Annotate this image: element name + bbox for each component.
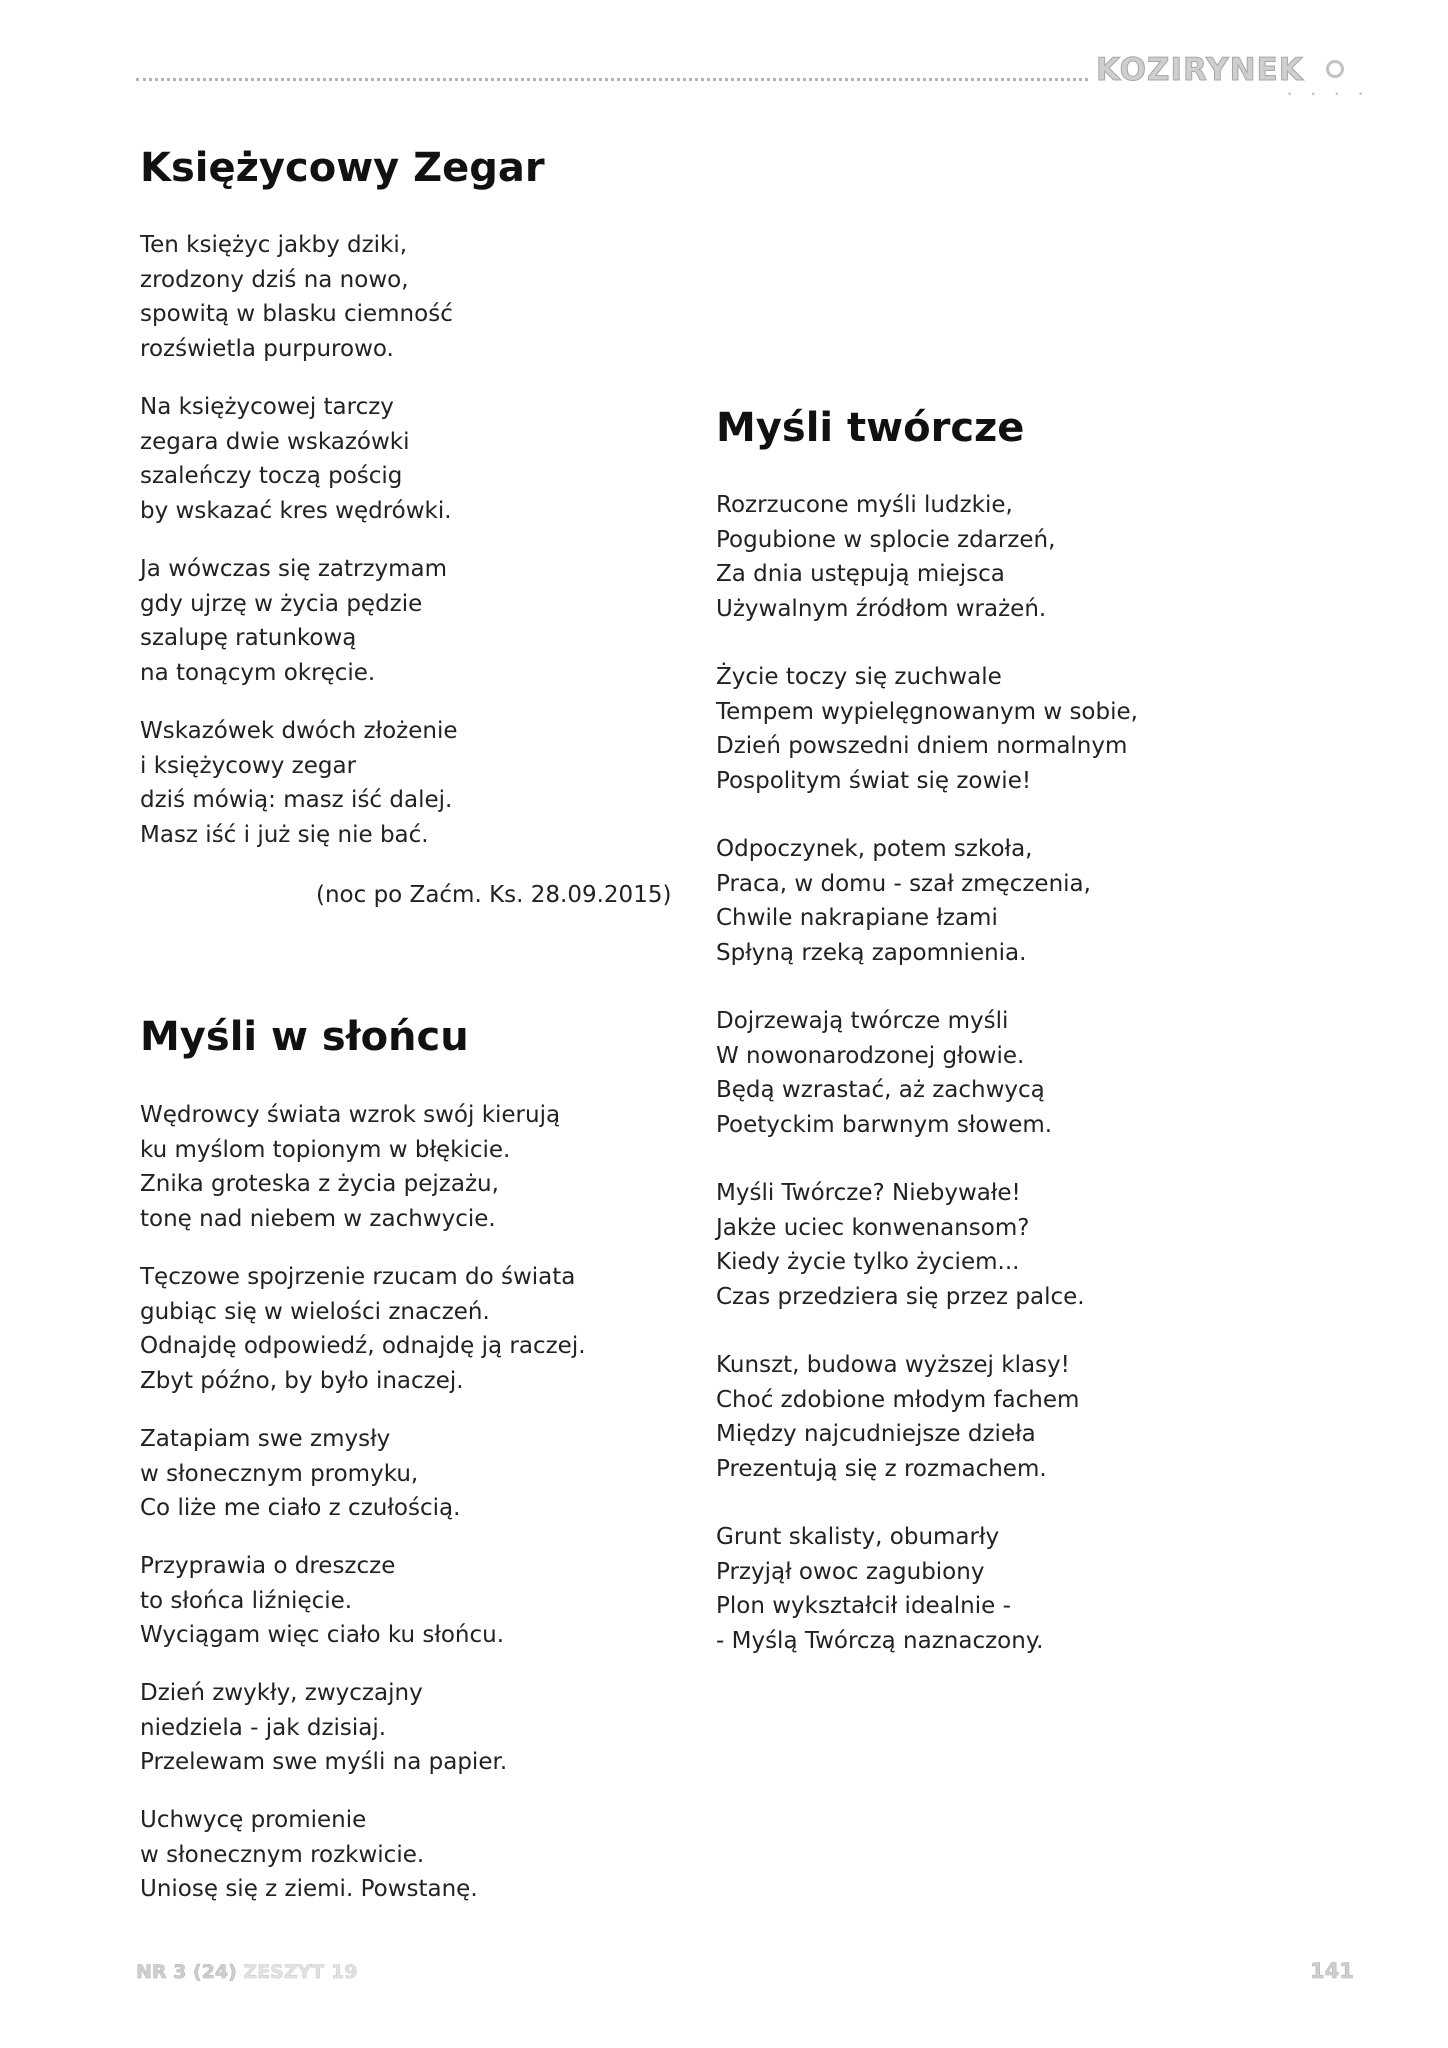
verse-line: gubiąc się w wielości znaczeń.: [140, 1298, 490, 1325]
verse-line: Wskazówek dwóch złożenie: [140, 718, 458, 744]
verse-line: rozświetla purpurowo.: [140, 335, 394, 362]
verse-line: Dzień zwykły, zwyczajny: [140, 1680, 423, 1706]
stanza: [140, 228, 453, 366]
verse-line: szaleńczy toczą pościg: [140, 463, 403, 489]
page-number: 141: [1310, 1959, 1354, 1983]
header-divider: [136, 78, 1088, 81]
poem-title-ksiezycowy-zegar: Księżycowy Zegar: [140, 145, 545, 191]
verse-line: Odnajdę odpowiedź, odnajdę ją raczej.: [140, 1333, 586, 1359]
verse-line: Zbyt późno, by było inaczej.: [140, 1367, 464, 1394]
verse-line: Ten księżyc jakby dziki,: [140, 232, 408, 258]
verse-line: Praca, w domu - szał zmęczenia,: [716, 870, 1091, 897]
verse-line: Rozrzucone myśli ludzkie,: [716, 492, 1013, 518]
verse-line: to słońca liźnięcie.: [140, 1587, 353, 1614]
verse-line: w słonecznym rozkwicie.: [140, 1841, 425, 1868]
verse-line: Używalnym źródłom wrażeń.: [716, 595, 1047, 622]
stanza: [716, 1348, 1079, 1486]
stanza: [140, 1676, 507, 1780]
footer-issue: [136, 1961, 357, 1983]
stanza: [140, 1098, 560, 1236]
verse-line: tonę nad niebem w zachwycie.: [140, 1205, 496, 1232]
verse-line: szalupę ratunkową: [140, 625, 357, 651]
stanza: [140, 1422, 460, 1526]
verse-line: by wskazać kres wędrówki.: [140, 497, 452, 524]
issue-number: NR 3 (24): [136, 1961, 237, 1983]
verse-line: W nowonarodzonej głowie.: [716, 1042, 1025, 1069]
verse-line: Chwile nakrapiane łzami: [716, 905, 998, 931]
verse-line: w słonecznym promyku,: [140, 1460, 419, 1487]
verse-line: i księżycowy zegar: [140, 752, 357, 779]
verse-line: Wyciągam więc ciało ku słońcu.: [140, 1622, 505, 1648]
verse-line: dziś mówią: masz iść dalej.: [140, 787, 453, 813]
poem-date-note: (noc po Zaćm. Ks. 28.09.2015): [316, 882, 672, 908]
stanza: [716, 1004, 1052, 1142]
verse-line: Choć zdobione młodym fachem: [716, 1386, 1080, 1413]
verse-line: Kiedy życie tylko życiem...: [716, 1249, 1020, 1275]
verse-line: ku myślom topionym w błękicie.: [140, 1136, 511, 1163]
verse-line: Kunszt, budowa wyższej klasy!: [716, 1352, 1070, 1378]
verse-line: Będą wzrastać, aż zachwycą: [716, 1077, 1045, 1103]
verse-line: Przyjął owoc zagubiony: [716, 1558, 985, 1585]
verse-line: Co liże me ciało z czułością.: [140, 1495, 461, 1521]
verse-line: Pospolitym świat się zowie!: [716, 767, 1032, 794]
verse-line: - Myślą Twórczą naznaczony.: [716, 1627, 1044, 1654]
verse-line: Na księżycowej tarczy: [140, 394, 394, 420]
verse-line: Poetyckim barwnym słowem.: [716, 1111, 1053, 1138]
verse-line: Plon wykształcił idealnie -: [716, 1593, 1011, 1619]
verse-line: Czas przedziera się przez palce.: [716, 1283, 1085, 1310]
verse-line: Prezentują się z rozmachem.: [716, 1455, 1047, 1482]
verse-line: na tonącym okręcie.: [140, 659, 376, 686]
gear-icon: [1326, 60, 1344, 78]
stanza: [140, 552, 447, 690]
stanza: [140, 714, 458, 852]
verse-line: Pogubione w splocie zdarzeń,: [716, 526, 1056, 553]
verse-line: Między najcudniejsze dzieła: [716, 1421, 1036, 1447]
stanza: [716, 1520, 1043, 1658]
issue-volume: ZESZYT 19: [243, 1961, 358, 1983]
verse-line: Tęczowe spojrzenie rzucam do świata: [140, 1264, 576, 1290]
poem-title-mysli-tworcze: Myśli twórcze: [716, 405, 1025, 451]
verse-line: spowitą w blasku ciemność: [140, 301, 453, 327]
stanza: [716, 832, 1091, 970]
verse-line: Wędrowcy świata wzrok swój kierują: [140, 1102, 561, 1128]
verse-line: Zatapiam swe zmysły: [140, 1426, 391, 1452]
stanza: [140, 1803, 478, 1907]
stanza: [716, 1176, 1085, 1314]
verse-line: Grunt skalisty, obumarły: [716, 1524, 1000, 1550]
stanza: [140, 390, 452, 528]
verse-line: zegara dwie wskazówki: [140, 428, 410, 455]
verse-line: Odpoczynek, potem szkoła,: [716, 836, 1033, 862]
verse-line: Przyprawia o dreszcze: [140, 1553, 396, 1579]
magazine-logo: KOZIRYNEK: [1096, 52, 1304, 88]
stanza: [716, 488, 1055, 626]
verse-line: Masz iść i już się nie bać.: [140, 821, 429, 848]
verse-line: Uchwycę promienie: [140, 1807, 367, 1833]
verse-line: Uniosę się z ziemi. Powstanę.: [140, 1876, 478, 1902]
verse-line: Życie toczy się zuchwale: [716, 664, 1002, 690]
verse-line: zrodzony dziś na nowo,: [140, 266, 409, 293]
logo-dots: • • • •: [1288, 89, 1372, 99]
verse-line: niedziela - jak dzisiaj.: [140, 1714, 387, 1741]
poem-title-mysli-w-sloncu: Myśli w słońcu: [140, 1014, 469, 1060]
stanza: [140, 1549, 504, 1653]
verse-line: gdy ujrzę w życia pędzie: [140, 590, 423, 617]
verse-line: Za dnia ustępują miejsca: [716, 561, 1005, 587]
verse-line: Znika groteska z życia pejzażu,: [140, 1171, 499, 1197]
verse-line: Dzień powszedni dniem normalnym: [716, 733, 1128, 759]
verse-line: Dojrzewają twórcze myśli: [716, 1008, 1009, 1034]
stanza: [716, 660, 1138, 798]
verse-line: Spłyną rzeką zapomnienia.: [716, 939, 1027, 966]
verse-line: Przelewam swe myśli na papier.: [140, 1749, 508, 1775]
verse-line: Myśli Twórcze? Niebywałe!: [716, 1180, 1021, 1206]
verse-line: Jakże uciec konwenansom?: [716, 1214, 1030, 1241]
verse-line: Ja wówczas się zatrzymam: [140, 556, 448, 582]
verse-line: Tempem wypielęgnowanym w sobie,: [716, 698, 1138, 725]
stanza: [140, 1260, 586, 1398]
